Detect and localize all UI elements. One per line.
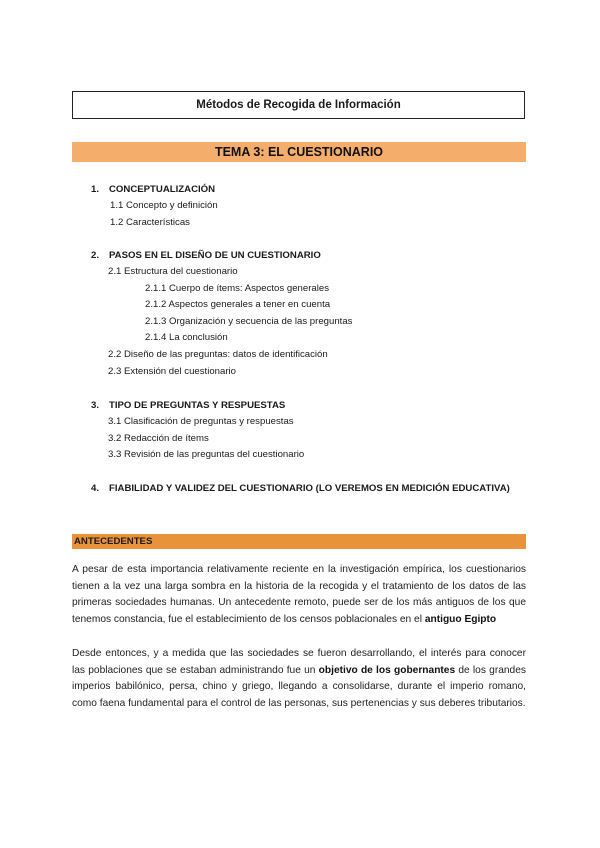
toc-subitem: 2.1.1 Cuerpo de ítems: Aspectos generales [145,283,329,294]
toc-subitem: 2.1.4 La conclusión [145,332,228,343]
paragraph-1-text: A pesar de esta importancia relativamente reciente en la investigación empírica, los cuestionarios tienen a la vez una larga sombra en la historia de la recogida y el tratamiento de los datos de las primeras sociedades humanas. Un antecedente remoto, puede ser de los más antiguos de los que tenemos constancia, fue el establecimiento de los censos poblacionales en el [72,564,526,625]
toc-section-3-title: TIPO DE PREGUNTAS Y RESPUESTAS [109,400,286,411]
toc-item: 3.2 Redacción de ítems [108,433,209,444]
paragraph-1 [72,562,526,628]
tema-title-bar [72,142,526,162]
toc-subitem: 2.1.3 Organización y secuencia de las preguntas [145,316,353,327]
paragraph-2-emphasis: objetivo de los gobernantes [318,664,456,676]
tema-title: TEMA 3: EL CUESTIONARIO [214,145,384,159]
toc-section-4-title: FIABILIDAD Y VALIDEZ DEL CUESTIONARIO (LO VEREMOS EN MEDICIÓN EDUCATIVA) [109,483,510,494]
antecedentes-heading: ANTECEDENTES [74,536,153,547]
toc-item: 1.1 Concepto y definición [110,200,218,211]
document-header [72,91,525,119]
paragraph-2-text-a: Desde entonces, y a medida que las sociedades se fueron desarrollando, el interés para conocer las poblaciones que se estaban administrando fue un [72,648,526,676]
document-title: Métodos de Recogida de Información [196,99,401,111]
toc-item: 2.3 Extensión del cuestionario [108,366,236,377]
antecedentes-heading-bar [72,534,526,549]
toc-subitem: 2.1.2 Aspectos generales a tener en cuenta [145,299,331,310]
toc-item: 3.3 Revisión de las preguntas del cuestionario [108,449,305,460]
toc-item: 3.1 Clasificación de preguntas y respuestas [108,416,294,427]
toc-section-3-number: 3. [91,400,100,411]
toc-section-4-number: 4. [91,483,100,494]
toc-section-2-number: 2. [91,250,100,261]
paragraph-2-text-b: de los grandes imperios babilónico, persa, chino y griego, llegando a consolidarse, durante el imperio romano, como faena fundamental para el control de las personas, sus pertenencias y sus deberes tributarios. [72,664,526,709]
paragraph-1-emphasis: antiguo Egipto [424,613,497,625]
toc-item: 2.1 Estructura del cuestionario [108,266,238,277]
toc-section-2-title: PASOS EN EL DISEÑO DE UN CUESTIONARIO [109,250,321,261]
toc-section-1-title: CONCEPTUALIZACIÓN [109,184,216,195]
toc-section-1-number: 1. [91,184,100,195]
paragraph-2 [72,646,526,712]
toc-item: 1.2 Características [110,217,190,228]
toc-item: 2.2 Diseño de las preguntas: datos de identificación [108,349,328,360]
